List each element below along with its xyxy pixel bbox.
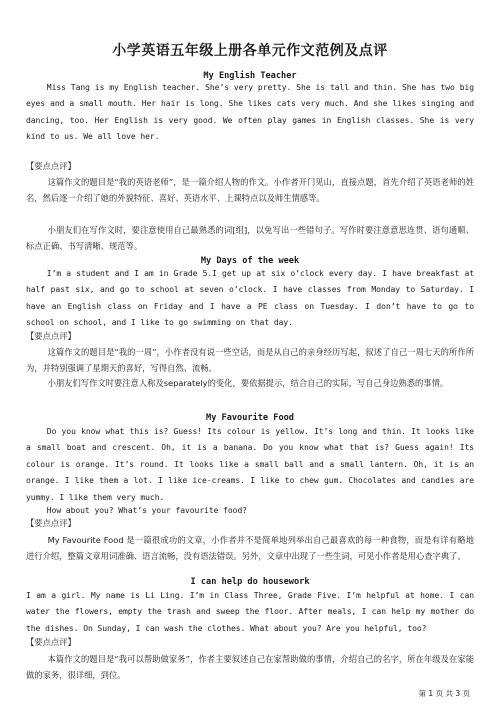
section-heading-my-favourite-food: My Favourite Food [206,413,294,423]
essay-paragraph: I am a girl. My name is Li Ling. I’m in Class Three, Grade Five. I’m helpful at home. I can water the flowers, empty the trash and sweep the floor. After meals, I can help my mother do the dishes. On Sunday, I can wash the clothes. What about you? Are you helpful, too? [26,591,474,633]
essay-paragraph: Miss Tang is my English teacher. She’s very pretty. She is tall and thin. She has two big eyes and a small mouth. Her hair is long. She likes cats very much. And she likes singing and dancing, too. Her English is very good. We often play games in English classes. She is very kind to us. We all love her. [26,83,474,142]
comment-paragraph: 小朋友们在写作文时，要注意使用自己最熟悉的词[组]，以免写出一些错句子。写作时要注意意思连贯、语句通顺、标点正确、书写清晰、规范等。 [26,225,474,252]
essay-paragraph: I’m a student and I am in Grade 5.I get up at six o’clock every day. I have breakfast at half past six, and go to school at seven o’clock. I have classes from Monday to Saturday. I have an English class on Friday and I have a PE class on Tuesday. I don’t have to go to school on school, and I like to go swimming on that day. [26,269,474,328]
essay-paragraph: Do you know what this is? Guess! Its colour is yellow. It’s long and thin. It looks like a small boat and crescent. Oh, it is a banana. Do you know what that is? Guess again! Its colour is orange. It’s round. It looks like a small ball and a small lantern. Oh, it is an orange. I like them a lot. I like ice-creams. I like to chew gum. Chocolates and candies are yummy. I like them very much. [26,427,474,502]
comment-paragraph: My Favourite Food 是一篇很成功的文章，小作者并不是简单地列举出自己最喜欢的每一种食物，而是有详有略地进行介绍，整篇文章用词准确、语言流畅，没有语法错误。另外，文章中出现了一些生词，可见小作者是用心查字典了。 [26,535,474,562]
comment-paragraph: 这篇作文的题目是“我的英语老师”，是一篇介绍人物的作文。小作者开门见山，直接点题，首先介绍了英语老师的姓名，然后逐一介绍了她的外貌特征、喜好、英语水平、上课特点以及师生情感等。 [26,177,474,204]
comment-label: 【要点点评】 [26,331,76,341]
comment-label: 【要点点评】 [26,637,76,647]
comment-paragraph: 小朋友们写作文时要注意人称及separately的变化，要依据提示，结合自己的实际，写自己身边熟悉的事情。 [47,378,449,388]
section-heading-my-english-teacher: My English Teacher [203,71,297,81]
section-heading-i-can-help-do-housework: I can help do housework [190,577,310,587]
comment-paragraph: 这篇作文的题目是“我的一周”，小作者没有说一些空话，而是从自己的亲身经历写起，叙述了自己一周七天的所作所为，并特别强调了星期天的喜好，写得自然、流畅。 [26,347,474,374]
document-title: 小学英语五年级上册各单元作文范例及点评 [112,43,388,59]
comment-paragraph: 本篇作文的题目是“我可以帮助做家务”，作者主要叙述自己在家帮助做的事情，介绍自己的名字，所在年级及在家能做的家务，很详细，到位。 [26,654,474,681]
page-number: 第 1 页 共 3 页 [418,689,470,698]
comment-label: 【要点点评】 [26,161,76,171]
essay-paragraph: How about you? What’s your favourite food? [46,506,247,515]
section-heading-my-days-of-the-week: My Days of the week [200,256,300,266]
comment-label: 【要点点评】 [26,518,76,528]
